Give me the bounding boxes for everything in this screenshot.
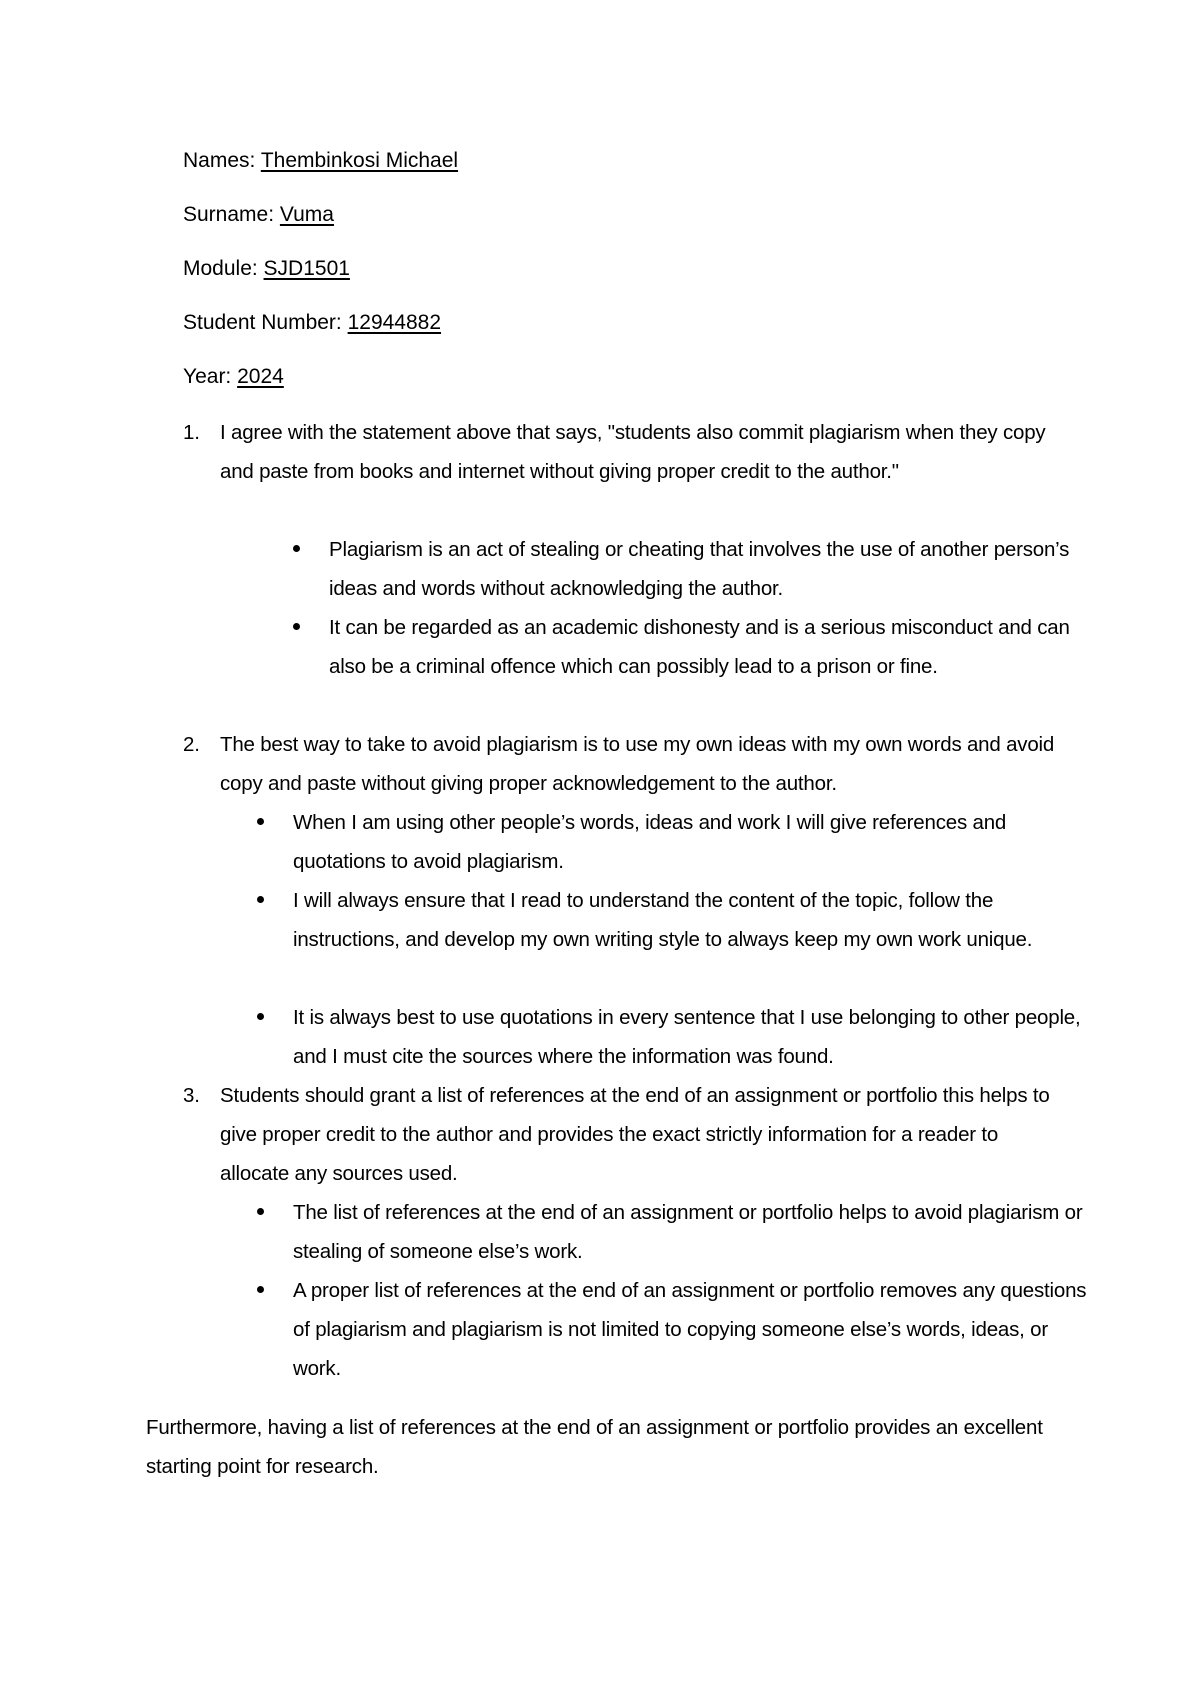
surname-value: Vuma	[279, 203, 334, 226]
year-label: Year:	[183, 365, 238, 388]
student-number-line	[183, 308, 441, 338]
item-text: The best way to take to avoid plagiarism is to use my own ideas with my own words and avoid copy and paste without giving proper acknowledgement to the author.	[220, 733, 1055, 795]
bullet-icon	[257, 896, 264, 903]
student-number-label: Student Number:	[183, 311, 348, 334]
surname-line	[183, 200, 334, 230]
names-label: Names:	[183, 149, 261, 172]
bullet-text: When I am using other people’s words, ideas and work I will give references and quotations to avoid plagiarism.	[293, 811, 1007, 873]
item-text: I agree with the statement above that says, "students also commit plagiarism when they copy and paste from books and internet without giving proper credit to the author."	[220, 421, 1046, 483]
bullet-text: The list of references at the end of an assignment or portfolio helps to avoid plagiarism or stealing of someone else’s work.	[293, 1201, 1083, 1263]
bullet-icon	[293, 545, 300, 552]
bullet-text: It is always best to use quotations in every sentence that I use belonging to other people, and I must cite the sources where the information was found.	[293, 1006, 1081, 1068]
bullet-text: I will always ensure that I read to understand the content of the topic, follow the instructions, and develop my own writing style to always keep my own work unique.	[293, 889, 1033, 951]
bullet-icon	[257, 818, 264, 825]
year-line	[183, 362, 284, 392]
names-value: Thembinkosi Michael	[260, 149, 459, 172]
names-line	[183, 146, 458, 176]
bullet-icon	[257, 1208, 264, 1215]
bullet-text: Plagiarism is an act of stealing or cheating that involves the use of another person’s ideas and words without acknowledging the author.	[329, 538, 1070, 600]
bullet-icon	[257, 1013, 264, 1020]
item-text: Students should grant a list of references at the end of an assignment or portfolio this helps to give proper credit to the author and provides the exact strictly information for a reader to allocate any sources used.	[220, 1084, 1050, 1185]
item-number: 2.	[183, 733, 200, 756]
item-number: 1.	[183, 421, 200, 444]
surname-label: Surname:	[183, 203, 280, 226]
bullet-icon	[257, 1286, 264, 1293]
module-line	[183, 254, 350, 284]
item-number: 3.	[183, 1084, 200, 1107]
bullet-text: A proper list of references at the end of an assignment or portfolio removes any questions of plagiarism and plagiarism is not limited to copying someone else’s words, ideas, or work.	[293, 1279, 1087, 1380]
module-value: SJD1501	[263, 257, 350, 280]
student-number-value: 12944882	[347, 311, 442, 334]
bullet-text: It can be regarded as an academic dishonesty and is a serious misconduct and can also be a criminal offence which can possibly lead to a prison or fine.	[329, 616, 1070, 678]
bullet-icon	[293, 623, 300, 630]
year-value: 2024	[237, 365, 284, 388]
module-label: Module:	[183, 257, 264, 280]
closing-paragraph: Furthermore, having a list of references at the end of an assignment or portfolio provides an excellent starting point for research.	[146, 1416, 1043, 1478]
